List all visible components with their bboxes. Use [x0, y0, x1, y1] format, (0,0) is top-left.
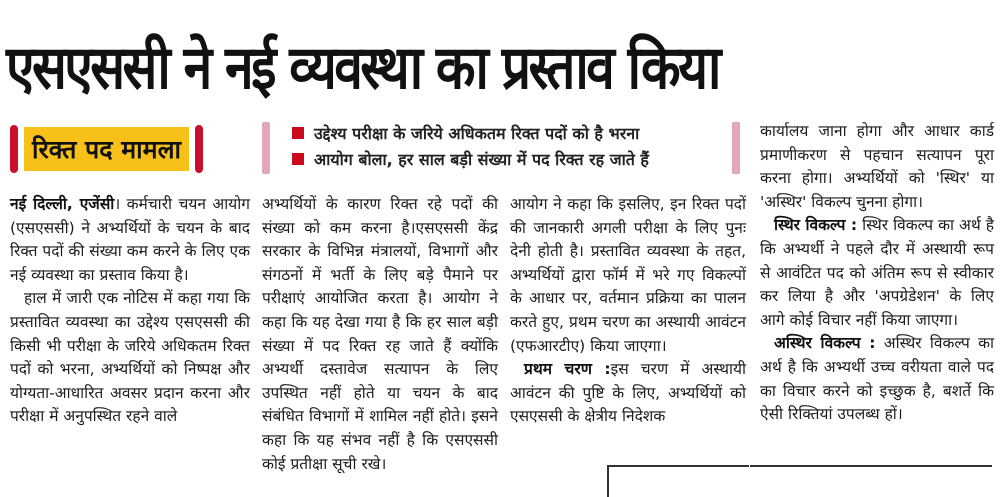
subhead-1	[292, 122, 639, 144]
section-lead-pratham-charan: प्रथम चरण :	[524, 360, 611, 379]
paragraph	[760, 332, 994, 426]
subheads	[262, 118, 740, 180]
section-lead-sthir-vikalp: स्थिर विकल्प :	[774, 216, 858, 235]
paragraph	[760, 214, 994, 332]
column-1	[10, 193, 250, 429]
kicker-left-bar	[10, 125, 18, 173]
dateline: नई दिल्ली, एजेंसी	[10, 195, 115, 213]
headline: एसएससी ने नई व्यवस्था का प्रस्ताव किया	[6, 33, 719, 103]
subhead-1-text: उद्देश्य परीक्षा के जरिये अधिकतम रिक्त पदों को है भरना	[314, 124, 640, 143]
bottom-rule	[750, 465, 992, 467]
paragraph: आयोग ने कहा कि इसलिए, इन रिक्त पदों की जानकारी अगली परीक्षा के लिए पुनः देनी होती है। प्रस्तावित व्यवस्था के तहत, अभ्यर्थियों द्वारा फॉर्म में भरे गए विकल्पों के आधार पर, वर्तमान प्रक्रिया का पालन करते हुए, प्रथम चरण का अस्थायी आवंटन (एफआरटीए) किया जाएगा।	[510, 195, 746, 355]
kicker-right-bar	[195, 125, 203, 173]
paragraph: कार्यालय जाना होगा और आधार कार्ड प्रमाणीकरण से पहचान सत्यापन पूरा करना होगा। अभ्यर्थियों को 'स्थिर' या 'अस्थिर' विकल्प चुनना होगा।	[760, 122, 994, 211]
paragraph-text: इस चरण में अस्थायी आवंटन की पुष्टि के लिए, अभ्यर्थियों को एसएससी के क्षेत्रीय निदेशक	[510, 360, 747, 426]
paragraph	[10, 193, 250, 287]
square-bullet-icon	[292, 153, 304, 165]
paragraph-text: । कर्मचारी चयन आयोग (एसएससी) ने अभ्यर्थियों के चयन के बाद रिक्त पदों की संख्या कम करने के लिए एक नई व्यवस्था का प्रस्ताव किया है।	[10, 195, 250, 284]
subhead-left-bar	[262, 122, 270, 174]
adjacent-box-border	[607, 465, 749, 497]
subhead-right-bar	[732, 122, 740, 174]
column-3	[510, 193, 746, 429]
paragraph-text: अस्थिर विकल्प का अर्थ है कि अभ्यर्थी उच्च वरीयता वाले पद का विचार करने को इच्छुक है, बशर्ते कि ऐसी रिक्तियां उपलब्ध हों।	[760, 334, 994, 424]
column-2	[262, 193, 498, 476]
paragraph	[510, 358, 746, 429]
column-4	[760, 120, 994, 427]
kicker-tag	[10, 123, 203, 175]
kicker-label: रिक्त पद मामला	[24, 127, 189, 171]
square-bullet-icon	[292, 127, 304, 139]
subhead-2-text: आयोग बोला, हर साल बड़ी संख्या में पद रिक्त रह जाते हैं	[314, 150, 649, 169]
paragraph: हाल में जारी एक नोटिस में कहा गया कि प्रस्तावित व्यवस्था का उद्देश्य एसएससी की किसी भी परीक्षा के जरिये अधिकतम रिक्त पदों को भरना, अभ्यर्थियों को निष्पक्ष और योग्यता-आधारित अवसर प्रदान करना और परीक्षा में अनुपस्थित रहने वाले	[10, 289, 250, 426]
paragraph-text: स्थिर विकल्प का अर्थ है कि अभ्यर्थी ने पहले दौर में अस्थायी रूप से आवंटित पद को अंतिम रूप से स्वीकार कर लिया है और 'अपग्रेडेशन' के लिए आगे कोई विचार नहीं किया जाएगा।	[760, 216, 995, 329]
section-lead-asthir-vikalp: अस्थिर विकल्प :	[774, 334, 876, 353]
paragraph: अभ्यर्थियों के कारण रिक्त रहे पदों की संख्या को कम करना है।एसएससी केंद्र सरकार के विभिन्न मंत्रालयों, विभागों और संगठनों में भर्ती के लिए बड़े पैमाने पर परीक्षाएं आयोजित करता है। आयोग ने कहा कि यह देखा गया है कि हर साल बड़ी संख्या में पद रिक्त रह जाते हैं क्योंकि अभ्यर्थी दस्तावेज सत्यापन के लिए उपस्थित नहीं होते या चयन के बाद संबंधित विभागों में शामिल नहीं होते। इसने कहा कि यह संभव नहीं है कि एसएससी कोई प्रतीक्षा सूची रखे।	[262, 195, 498, 473]
subhead-2	[292, 148, 649, 170]
